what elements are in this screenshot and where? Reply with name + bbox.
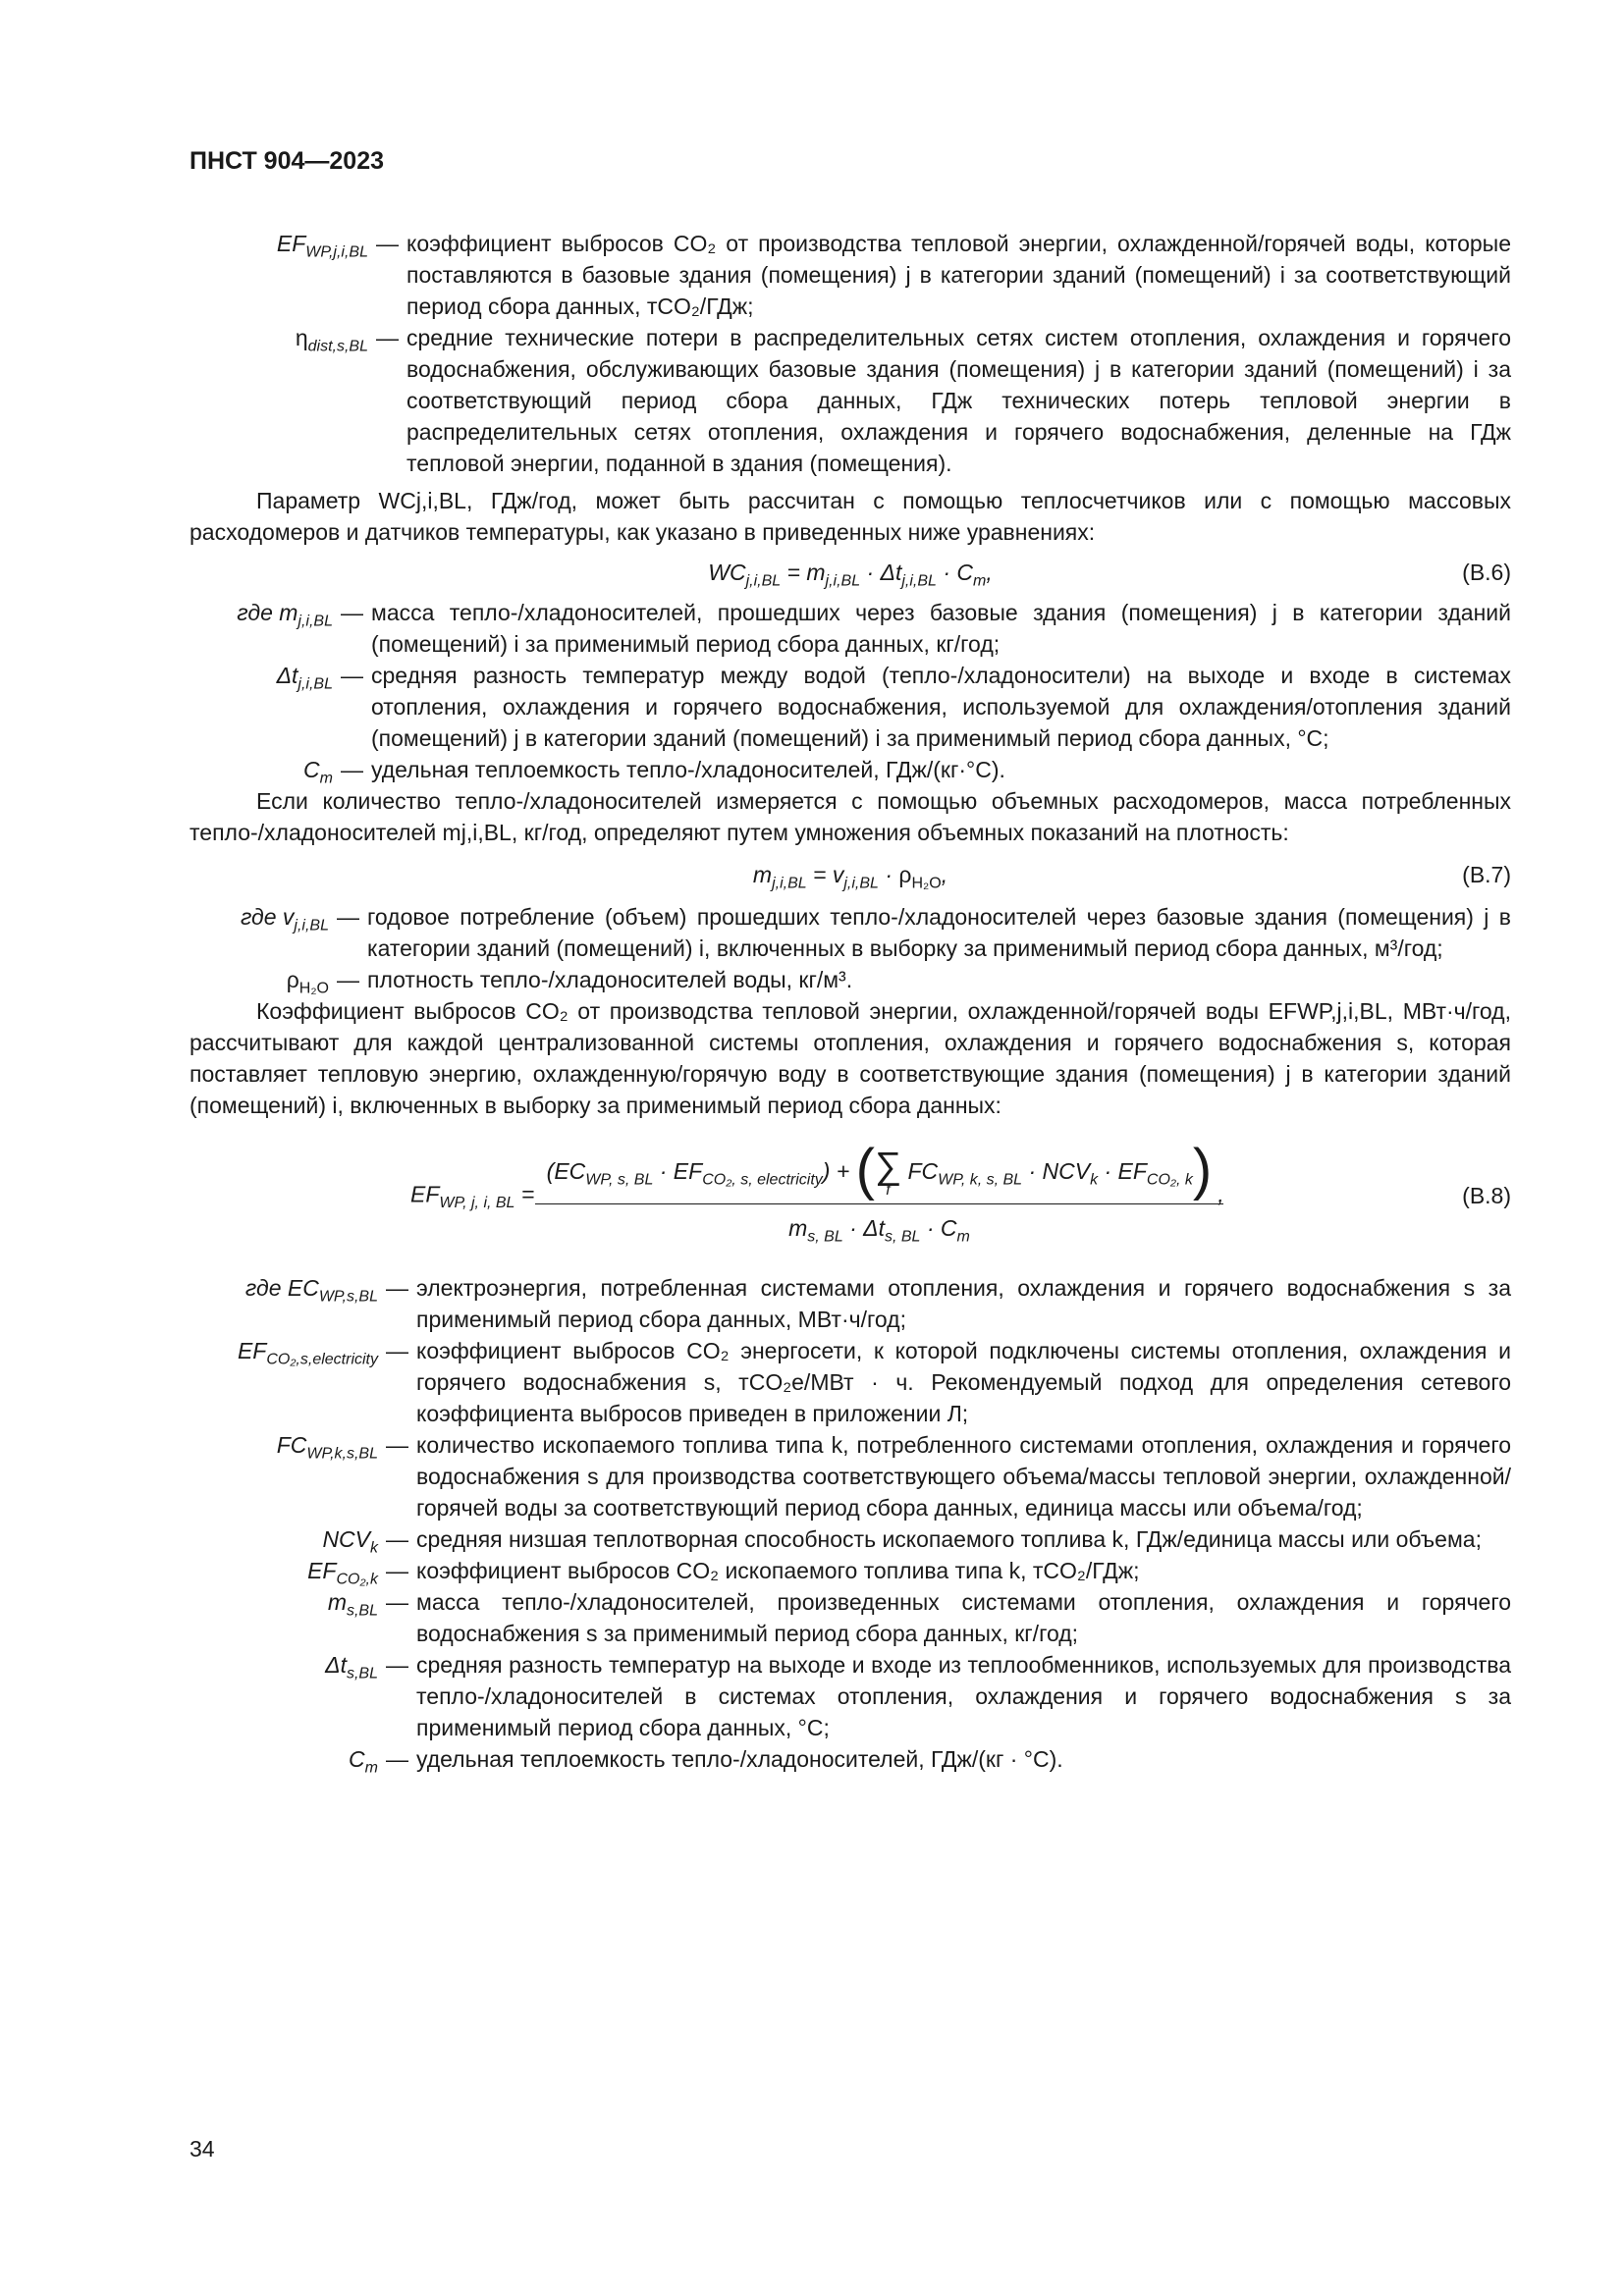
equation-label: (B.8) — [1462, 1183, 1511, 1208]
definition-term: $EF_{WP,j,i,BL}$ — [276, 231, 368, 261]
definition-term: $FC_{WP,k,s,BL}$ — [276, 1432, 378, 1463]
definitions-block-2 — [189, 597, 1511, 785]
definition-text: средняя разность температур на выходе и входе из теплообменников, используемых для производства тепло-/хладоносителей в системах отопления, охлаждения и горячего водоснабжения s за применимый период сбора данных, °C; — [416, 1652, 1511, 1740]
page-number: 34 — [189, 2136, 215, 2162]
document-header: ПНСТ 904—2023 — [189, 147, 384, 175]
definition-term: $C_m$ — [349, 1746, 378, 1777]
definition-term: $EF_{CO_2,k}$ — [307, 1558, 378, 1588]
definition-text: удельная теплоемкость тепло-/хладоносителей, ГДж/(кг · °C). — [416, 1746, 1063, 1772]
definitions-block-3 — [189, 901, 1511, 995]
equation-formula: $EF_{WP, j, i, BL}$ = $(EC_{WP, s, BL} \cdot EF_{CO_2, s, electricity})$ + ( ∑ f $FC_{WP, k, s, BL} \cdot NCV_k \cdot EF_{CO_2, k}$) $m_{s, BL} \cdot \Delta t_{s, BL} \cdot C_m$ , — [410, 1137, 1224, 1246]
equation-fraction: $(EC_{WP, s, BL} \cdot EF_{CO_2, s, electricity})$ + ( ∑ f $FC_{WP, k, s, BL} \cdot NCV_k \cdot EF_{CO_2, k}$) $m_{s, BL} \cdot \Delta t_{s, BL} \cdot C_m$ — [541, 1148, 1218, 1244]
definition-text: удельная теплоемкость тепло-/хладоносителей, ГДж/(кг·°C). — [371, 757, 1005, 782]
definition-item: где $v_{j,i,BL}$ — годовое потребление (объем) прошедших тепло-/хладоносителей через базовые здания (помещения) j в категории зданий (помещений) i, включенных в выборку за применимый период сбора данных, м³/год; — [189, 901, 1511, 964]
definition-text: коэффициент выбросов CO₂ ископаемого топлива типа k, тCO₂/ГДж; — [416, 1558, 1140, 1583]
definition-item: $m_{s,BL}$ — масса тепло-/хладоносителей, произведенных системами отопления, охлаждения и горячего водоснабжения s за применимый период сбора данных, кг/год; — [189, 1586, 1511, 1649]
definition-term: $EF_{CO_2,s,electricity}$ — [237, 1338, 378, 1368]
definition-term: $\Delta t_{s,BL}$ — [325, 1652, 378, 1682]
definition-item: $\rho_{H_2O}$ — плотность тепло-/хладоносителей воды, кг/м³. — [189, 964, 1511, 995]
definition-text: электроэнергия, потребленная системами отопления, охлаждения и горячего водоснабжения s за применимый период сбора данных, МВт·ч/год; — [416, 1275, 1511, 1332]
equation-b6 — [189, 548, 1511, 597]
definition-term: где $v_{j,i,BL}$ — [240, 904, 329, 934]
paragraph: Параметр WCj,i,BL, ГДж/год, может быть рассчитан с помощью теплосчетчиков или с помощью массовых расходомеров и датчиков температуры, как указано в приведенных ниже уравнениях: — [189, 488, 1511, 545]
definition-text: коэффициент выбросов CO₂ энергосети, к которой подключены системы отопления, охлаждения и горячего водоснабжения s, тCO₂е/МВт · ч. Рекомендуемый подход для определения сетевого коэффициента выбросов приведен в приложении Л; — [416, 1338, 1511, 1426]
definition-item: $\Delta t_{s,BL}$ — средняя разность температур на выходе и входе из теплообменников, используемых для производства тепло-/хладоносителей в системах отопления, охлаждения и горячего водоснабжения s за применимый период сбора данных, °C; — [189, 1649, 1511, 1743]
definition-text: количество ископаемого топлива типа k, потребленного системами отопления, охлаждения и горячего водоснабжения s для производства соответствующего объема/массы тепловой энергии, охлажденной/горячей воды за соответствующий период сбора данных, единица массы или объема/год; — [416, 1432, 1511, 1521]
equation-label: (B.6) — [1462, 560, 1511, 585]
paragraph: Коэффициент выбросов CO₂ от производства тепловой энергии, охлажденной/горячей воды EFWP,j,i,BL, МВт·ч/год, рассчитывают для каждой централизованной системы отопления, охлаждения и горячего водоснабжения s, которая поставляет тепловую энергию, охлажденную/горячую воду в соответствующие здания (помещения) j в категории зданий (помещений) i, включенных в выборку за применимый период сбора данных: — [189, 998, 1511, 1118]
definition-item: $C_m$ — удельная теплоемкость тепло-/хладоносителей, ГДж/(кг·°C). — [189, 754, 1511, 785]
equation-formula: $m_{j,i,BL} = v_{j,i,BL} \cdot \rho_{H_2O}$, — [752, 862, 948, 892]
definition-text: масса тепло-/хладоносителей, прошедших через базовые здания (помещения) j в категории зданий (помещений) i за применимый период сбора данных, кг/год; — [371, 600, 1511, 657]
definition-item: $EF_{WP,j,i,BL}$ — коэффициент выбросов CO₂ от производства тепловой энергии, охлажденной/горячей воды, которые поставляются в базовые здания (помещения) j в категории зданий (помещений) i за соответствующий период сбора данных, тCO₂/ГДж; — [189, 228, 1511, 322]
definition-term: где $m_{j,i,BL}$ — [237, 600, 333, 630]
definitions-block-4 — [189, 1272, 1511, 1775]
definition-text: средние технические потери в распределительных сетях систем отопления, охлаждения и горячего водоснабжения, обслуживающих базовые здания (помещения) j в категории зданий (помещений) i за соответствующий период сбора данных, ГДж технических потерь тепловой энергии в распределительных сетях отопления, охлаждения и горячего водоснабжения, деленные на ГДж тепловой энергии, поданной в здания (помещения). — [406, 325, 1511, 476]
definition-term: $NCV_k$ — [322, 1526, 378, 1557]
definition-text: средняя разность температур между водой (тепло-/хладоносители) на выходе и входе в системах отопления, охлаждения и горячего водоснабжения, используемой для охлаждения/отопления зданий (помещений) j в категории зданий (помещений) i за применимый период сбора данных, °C; — [371, 663, 1511, 751]
equation-label: (B.7) — [1462, 862, 1511, 887]
definition-item: $NCV_k$ — средняя низшая теплотворная способность ископаемого топлива k, ГДж/единица массы или объема; — [189, 1523, 1511, 1555]
equation-formula: $WC_{j,i,BL} = m_{j,i,BL} \cdot \Delta t_{j,i,BL} \cdot C_m$, — [708, 560, 993, 590]
equation-b8 — [189, 1127, 1511, 1264]
definition-term: $\eta_{dist,s,BL}$ — [295, 325, 368, 355]
definition-term: $m_{s,BL}$ — [327, 1589, 378, 1620]
definition-text: средняя низшая теплотворная способность ископаемого топлива k, ГДж/единица массы или объема; — [416, 1526, 1482, 1552]
definition-item: $\eta_{dist,s,BL}$ — средние технические потери в распределительных сетях систем отопления, охлаждения и горячего водоснабжения, обслуживающих базовые здания (помещения) j в категории зданий (помещений) i за соответствующий период сбора данных, ГДж технических потерь тепловой энергии в распределительных сетях отопления, охлаждения и горячего водоснабжения, деленные на ГДж тепловой энергии, поданной в здания (помещения). — [189, 322, 1511, 479]
definition-term: $\rho_{H_2O}$ — [286, 967, 329, 997]
definition-text: коэффициент выбросов CO₂ от производства тепловой энергии, охлажденной/горячей воды, которые поставляются в базовые здания (помещения) j в категории зданий (помещений) i за соответствующий период сбора данных, тCO₂/ГДж; — [406, 231, 1511, 319]
definition-text: масса тепло-/хладоносителей, произведенных системами отопления, охлаждения и горячего водоснабжения s за применимый период сбора данных, кг/год; — [416, 1589, 1511, 1646]
equation-b7 — [189, 848, 1511, 901]
paragraph: Если количество тепло-/хладоносителей измеряется с помощью объемных расходомеров, масса потребленных тепло-/хладоносителей mj,i,BL, кг/год, определяют путем умножения объемных показаний на плотность: — [189, 788, 1511, 845]
definition-item: $EF_{CO_2,k}$ — коэффициент выбросов CO₂ ископаемого топлива типа k, тCO₂/ГДж; — [189, 1555, 1511, 1586]
definition-term: $C_m$ — [303, 757, 333, 787]
document-body — [189, 228, 1511, 1775]
definition-item: $EF_{CO_2,s,electricity}$ — коэффициент выбросов CO₂ энергосети, к которой подключены системы отопления, охлаждения и горячего водоснабжения s, тCO₂е/МВт · ч. Рекомендуемый подход для определения сетевого коэффициента выбросов приведен в приложении Л; — [189, 1335, 1511, 1429]
definition-item: где $m_{j,i,BL}$ — масса тепло-/хладоносителей, прошедших через базовые здания (помещения) j в категории зданий (помещений) i за применимый период сбора данных, кг/год; — [189, 597, 1511, 660]
definition-item: $C_m$ — удельная теплоемкость тепло-/хладоносителей, ГДж/(кг · °C). — [189, 1743, 1511, 1775]
definition-item: $FC_{WP,k,s,BL}$ — количество ископаемого топлива типа k, потребленного системами отопления, охлаждения и горячего водоснабжения s для производства соответствующего объема/массы тепловой энергии, охлажденной/горячей воды за соответствующий период сбора данных, единица массы или объема/год; — [189, 1429, 1511, 1523]
definition-item: где $EC_{WP,s,BL}$ — электроэнергия, потребленная системами отопления, охлаждения и горячего водоснабжения s за применимый период сбора данных, МВт·ч/год; — [189, 1272, 1511, 1335]
definition-text: годовое потребление (объем) прошедших тепло-/хладоносителей через базовые здания (помещения) j в категории зданий (помещений) i, включенных в выборку за применимый период сбора данных, м³/год; — [367, 904, 1511, 961]
definition-term: где $EC_{WP,s,BL}$ — [244, 1275, 378, 1306]
definition-text: плотность тепло-/хладоносителей воды, кг/м³. — [367, 967, 853, 992]
definition-item: $\Delta t_{j,i,BL}$ — средняя разность температур между водой (тепло-/хладоносители) на выходе и входе в системах отопления, охлаждения и горячего водоснабжения, используемой для охлаждения/отопления зданий (помещений) j в категории зданий (помещений) i за применимый период сбора данных, °C; — [189, 660, 1511, 754]
definition-term: $\Delta t_{j,i,BL}$ — [276, 663, 333, 693]
definitions-block-1 — [189, 228, 1511, 479]
